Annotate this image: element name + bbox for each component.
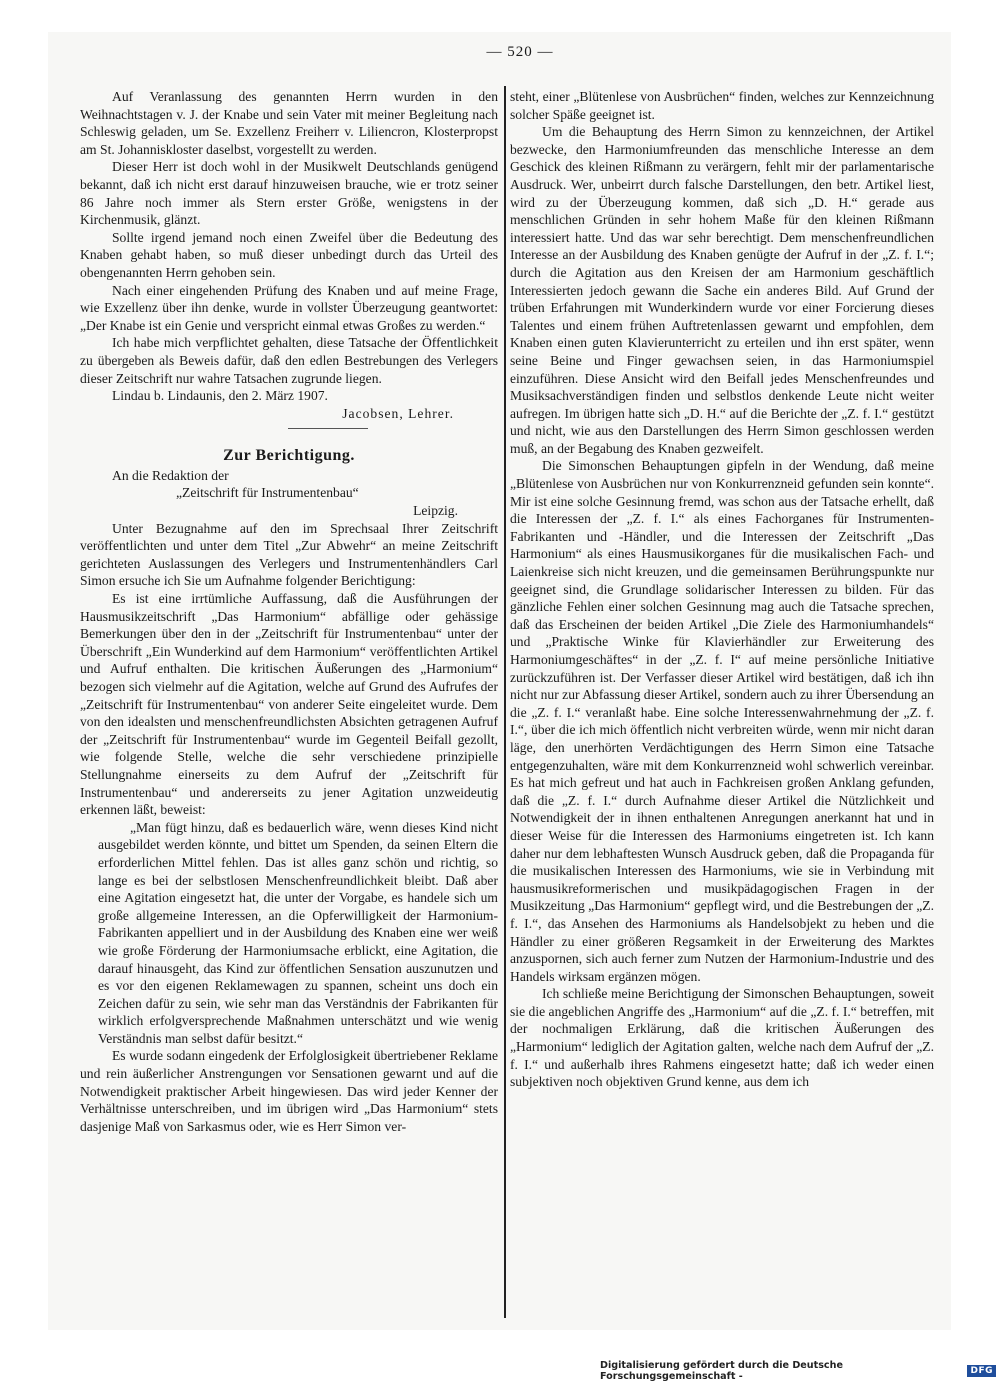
paragraph: steht, einer „Blütenlese von Ausbrüchen“ finden, welches zur Kennzeichnung solcher Späße geeignet ist. [510, 89, 934, 122]
paragraph: Um die Behauptung des Herrn Simon zu kennzeichnen, der Artikel bezwecke, den Harmoniumfreunden das menschliche Interesse an dem Geschick des kleinen Rißmann zu verärgern, fehlt mir der parlamentarische Ausdruck. Wer, unbeirrt durch falsche Darstellungen, den betr. Artikel liest, wird zu der Überzeugung kommen, daß sich „D. H.“ gerade aus menschlichen Gründen in sehr hohem Maße für den kleinen Rißmann interessiert hatte. Und das war sehr berechtigt. Dem menschenfreundlichen Interesse an der Ausbildung des Knaben genügte der Aufruf in der „Z. f. I.“; durch die Agitation aus den Kreisen der am Harmonium geschäftlich Interessierten jedoch gewann die Sache ein anderes Bild. Auf Grund der trüben Erfahrungen mit Wunderkindern wurde vor einer Forcierung dieses Talentes und einem frühen Auftretenlassen gewarnt und empfohlen, dem Knaben einen guten Klavierunterricht zu erteilen und ihn erst später, wenn seine Beine und Finger gewachsen seien, in das Harmoniumspiel einzuführen. Diese Ansicht wird den Beifall jedes Menschenfreundes und Musiksachverständigen finden und selbstlos denkende Leute nicht weiter aufregen. Im übrigen hatte sich „D. H.“ auf die Berichte der „Z. f. I.“ gestützt und nicht, wie aus den Darstellungen des Herrn Simon geschlossen werden muß, an der Begabung des Knaben gezweifelt. [510, 124, 934, 456]
right-column [510, 88, 934, 1091]
paragraph: Auf Veranlassung des genannten Herrn wurden in den Weihnachtstagen v. J. der Knabe und sein Vater mit meiner Begleitung nach Schleswig geladen, um Se. Exzellenz Freiherr v. Liliencron, Klosterpropst am St. Johanniskloster daselbst, vorgestellt zu werden. [80, 89, 498, 157]
paragraph: Ich habe mich verpflichtet gehalten, diese Tatsache der Öffentlichkeit zu übergeben als Beweis dafür, daß den edlen Bestrebungen des Verlegers dieser Zeitschrift nur wahre Tatsachen zugrunde liegen. [80, 335, 498, 386]
address-line: Leipzig. [413, 503, 458, 519]
section-divider [288, 428, 368, 429]
quote-text: „Man fügt hinzu, daß es bedauerlich wäre, wenn dieses Kind nicht ausgebildet werden könnte, und bittet um Spenden, da seinen Eltern die erforderlichen Mittel fehlen. Das ist alles ganz schön und richtig, so lange es bei der selbstlosen Menschenfreundlichkeit bleibt. Daß aber eine Agitation eingesetzt hat, die unter der Vorgabe, es handele sich um große allgemeine Interessen, an die Opferwilligkeit der Harmonium-Fabrikanten appelliert und in der Ausbildung des Knaben eine wer weiß wie große Förderung der Harmoniumsache erblickt, eine Agitation, die darauf hinausgeht, das Kind zur öffentlichen Sensation auszunutzen und es vor den eigenen Reklamewagen zu spannen, scheint uns doch ein Zeichen dafür zu sein, wie sehr man das Verständnis der Fabrikanten für wirklich erfolgversprechende Maßnahmen unterschätzt und wie wenig Verständnis man selbst dafür besitzt.“ [98, 819, 498, 1046]
paragraph: Sollte irgend jemand noch einen Zweifel über die Bedeutung des Knaben gehabt haben, so muß dieser unbedingt durch das Urteil des obengenannten Herrn gehoben sein. [80, 229, 498, 280]
left-column [80, 88, 498, 1135]
address-line: An die Redaktion der [112, 467, 229, 483]
paragraph: Es wurde sodann eingedenk der Erfolglosigkeit übertriebener Reklame und rein äußerlicher Anstrengungen vor Sensationen gewarnt und auf die Notwendigkeit praktischer Arbeit hingewiesen. Das wird jeder Kenner der Verhältnisse unterschreiben, und im übrigen wird „Das Harmonium“ stets dasjenige Maß von Sarkasmus oder, wie es Herr Simon ver- [80, 1048, 498, 1134]
signature: Jacobsen, Lehrer. [342, 405, 454, 421]
paragraph: Ich schließe meine Berichtigung der Simonschen Behauptungen, soweit sie die angeblichen Angriffe des „Harmonium“ auf die „Z. f. I.“ betreffen, mit der nochmaligen Erklärung, daß die kritischen Äußerungen des „Harmonium“ lediglich der Agitation galten, welche nach dem Aufruf der „Z. f. I.“ und außerhalb ihres Rahmens eingesetzt hatte; daß ich weder einen subjektiven noch objektiven Grund kenne, aus dem ich [510, 986, 934, 1090]
paragraph: Es ist eine irrtümliche Auffassung, daß die Ausführungen der Hausmusikzeitschrift „Das Harmonium“ abfällige oder gehässige Bemerkungen über den in der „Zeitschrift für Instrumentenbau“ unter der Überschrift „Ein Wunderkind auf dem Harmonium“ veröffentlichten Artikel und Aufruf enthalten. Die kritischen Äußerungen des „Harmonium“ bezogen sich vielmehr auf die Agitation, welche auf Grund des Aufrufes der „Zeitschrift für Instrumentenbau“ von anderer Seite eingeleitet wurde. Dem von den idealsten und menschenfreundlichsten Absichten getragenen Aufruf der „Zeitschrift für Instrumentenbau“ wurde im Gegenteil Beifall gezollt, wie folgende Stelle, welche die sehr verschiedene prinzipielle Stellungnahme einerseits zu dem Aufruf der „Zeitschrift für Instrumentenbau“ und andererseits zu jener Agitation unzweideutig erkennen läßt, beweist: [80, 591, 498, 818]
address-line: „Zeitschrift für Instrumentenbau“ [176, 485, 359, 501]
footer-credit [600, 1360, 996, 1382]
paragraph: Dieser Herr ist doch wohl in der Musikwelt Deutschlands genügend bekannt, daß ich nicht erst darauf hinzuweisen brauche, wie er trotz seiner 86 Jahre noch immer als Stern erster Größe, wenigstens in der Kirchenmusik, glänzt. [80, 159, 498, 228]
dfg-logo-icon: DFG [967, 1365, 996, 1377]
paragraph: Nach einer eingehenden Prüfung des Knaben und auf meine Frage, wie Exzellenz über ihn denke, wurde in vollster Überzeugung geantwortet: „Der Knabe ist ein Genie und verspricht einmal etwas Großes zu werden.“ [80, 282, 498, 333]
section-heading: Zur Berichtigung. [223, 447, 355, 465]
column-divider [504, 86, 506, 1318]
paragraph: Unter Bezugnahme auf den im Sprechsaal Ihrer Zeitschrift veröffentlichten und unter dem Titel „Zur Abwehr“ an meine Zeitschrift gerichteten Auslassungen des Verlegers und Instrumentenhändlers Carl Simon ersuche ich Sie um Aufnahme folgender Berichtigung: [80, 520, 498, 589]
footer-text: Digitalisierung gefördert durch die Deutsche Forschungsgemeinschaft - [600, 1360, 843, 1382]
dateline: Lindau b. Lindaunis, den 2. März 1907. [112, 388, 328, 404]
paragraph: Die Simonschen Behauptungen gipfeln in der Wendung, daß meine „Blütenlese von Ausbrüchen nur von Konkurrenzneid gefunden sein konnte“. Mir ist eine solche Gesinnung fremd, was schon aus der Tatsache erhellt, daß die Interessen der „Z. f. I.“ als eines Fachorganes für Instrumenten-Fabrikanten und -Händler, und die Interessen der Zeitschrift „Das Harmonium“ als eines Hausmusikorganes für die musikalischen Fach- und Laienkreise sich nicht kreuzen, und die gemeinsamen Berührungspunkte nur geeignet sind, die Grundlage solidarischer Interessen zu bilden. Für das gänzliche Fehlen einer solchen Gesinnung mag auch die Tatsache sprechen, daß das Erscheinen der beiden Artikel „Die Ziele des Harmoniumhandels“ und „Praktische Winke für Klavierhändler zur Erweiterung des Harmoniumgeschäftes“ in der „Z. f. I“ auf meine persönliche Initiative zurückzuführen ist. Der Verfasser dieser Artikel wird bestätigen, daß ich ihn nicht nur zur Abfassung dieser Artikel, sondern auch zu ihrer Übersendung an die „Z. f. I.“ veranlaßt habe. Eine solche Interessenwahrnehmung der „Z. f. I.“, über die ich mich öffentlich nicht verbreiten würde, wenn mir nicht daran läge, den unerhörten Verdächtigungen des Herrn Simon eine Tatsache entgegenzuhalten, wäre mit dem Konkurrenzneid wohl schwerlich vereinbar. Es hat mich gefreut und hat auch in Fachkreisen großen Anklang gefunden, daß die „Z. f. I.“ durch Aufnahme dieser Artikel die Nützlichkeit und Notwendigkeit der in ihnen enthaltenen Anregungen anerkannt hat und in dieser Weise für die Interessen des Harmoniums eingetreten ist. Ich kann daher nur dem lebhaftesten Wunsch Ausdruck geben, daß die Propaganda für die musikalischen Interessen des Harmoniums, wie sie in Verbindung mit hausmusikreformerischen und musikpädagogischen Fragen in der Musikzeitung „Das Harmonium“ gepflegt wird, und die Bestrebungen der „Z. f. I.“, das Ansehen des Harmoniums als Handelsobjekt zu heben und die Händler zu einer größeren Regsamkeit in der Erweiterung des Marktes anzuspornen, sich auch ferner zum Nutzen der Harmonium-Industrie und des Handels wirksam ergänzen mögen. [510, 458, 934, 984]
block-quote [80, 819, 498, 1048]
page-number: — 520 — [486, 44, 554, 60]
